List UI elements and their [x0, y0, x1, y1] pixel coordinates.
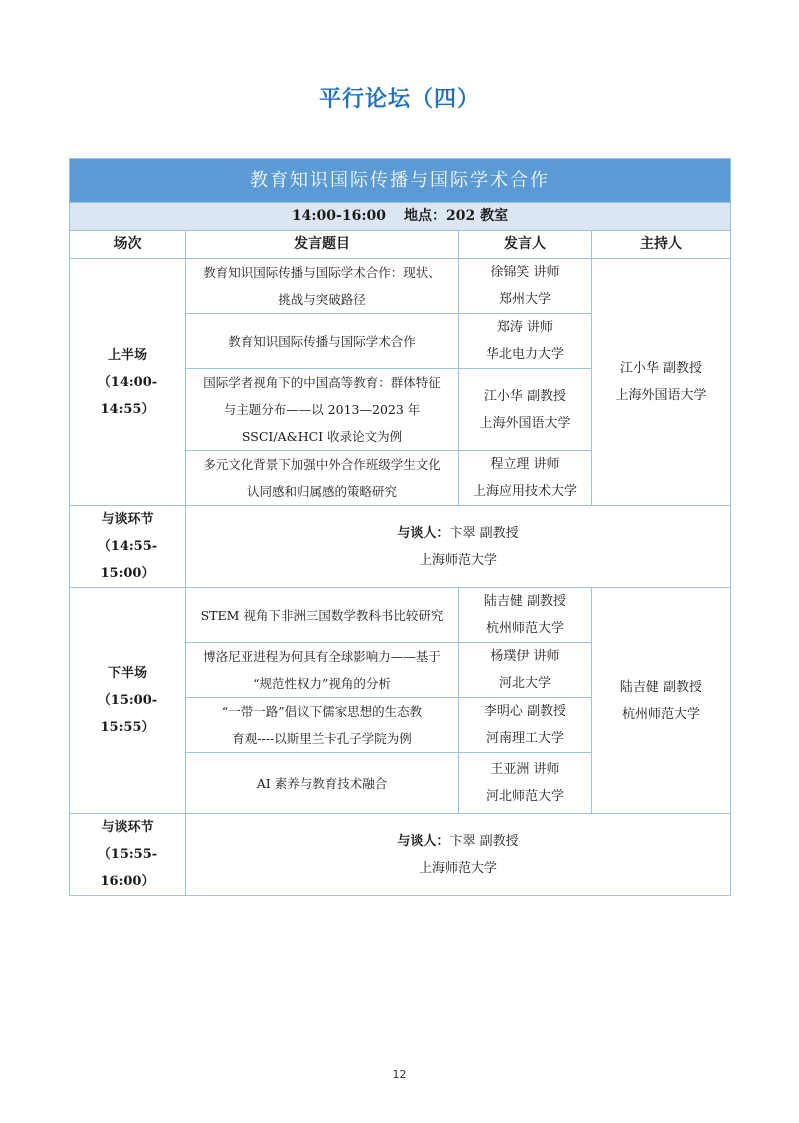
- forum-location: 地点：202 教室: [403, 208, 509, 224]
- session-time: （15:00-15:55）: [97, 693, 158, 735]
- speaker-name: 王亚洲 讲师: [490, 762, 560, 777]
- discussant-cell: [186, 506, 731, 588]
- speaker-cell: [459, 643, 592, 698]
- speaker-cell: [459, 451, 592, 506]
- speaker-cell: [459, 369, 592, 451]
- talk-topic: STEM 视角下非洲三国数学教科书比较研究: [186, 588, 459, 643]
- speaker-cell: [459, 698, 592, 753]
- session-cell: [70, 259, 186, 506]
- page-number: 12: [392, 1068, 407, 1081]
- talk-topic: 多元文化背景下加强中外合作班级学生文化 认同感和归属感的策略研究: [186, 451, 459, 506]
- discussion-session-cell: [70, 814, 186, 896]
- speaker-name: 徐锦笑 讲师: [490, 265, 560, 280]
- speaker-cell: [459, 588, 592, 643]
- discussant-name: 卞翠 副教授: [449, 525, 519, 541]
- speaker-org: 杭州师范大学: [485, 621, 564, 636]
- session-cell: [70, 588, 186, 814]
- speaker-org: 河南理工大学: [485, 731, 564, 746]
- talk-topic: “一带一路”倡议下儒家思想的生态教 育观----以斯里兰卡孔子学院为例: [186, 698, 459, 753]
- header-speaker: 发言人: [459, 231, 592, 259]
- host-name: 江小华 副教授: [619, 361, 703, 376]
- speaker-name: 郑涛 讲师: [496, 320, 554, 335]
- discussion-name: 与谈环节: [101, 512, 154, 527]
- speaker-org: 河北大学: [498, 676, 551, 691]
- talk-topic: 教育知识国际传播与国际学术合作：现状、 挑战与突破路径: [186, 259, 459, 314]
- session-time: （14:00-14:55）: [97, 374, 158, 417]
- talk-topic: 国际学者视角下的中国高等教育：群体特征 与主题分布——以 2013—2023 年 SSCI/A&HCI 收录论文为例: [186, 369, 459, 451]
- speaker-cell: [459, 259, 592, 314]
- header-topic: 发言题目: [186, 231, 459, 259]
- discussion-row: [70, 506, 731, 588]
- forum-banner: [70, 159, 731, 203]
- table-row: [70, 259, 731, 314]
- session-name: 上半场: [107, 347, 147, 363]
- host-cell: [592, 259, 731, 506]
- speaker-org: 上海外国语大学: [479, 415, 571, 431]
- discussant-org: 上海师范大学: [418, 860, 497, 876]
- table-row: [70, 588, 731, 643]
- discussion-row: [70, 814, 731, 896]
- forum-title: 教育知识国际传播与国际学术合作: [70, 159, 731, 203]
- discussant-cell: [186, 814, 731, 896]
- talk-topic: AI 素养与教育技术融合: [186, 753, 459, 814]
- host-name: 陆吉健 副教授: [619, 679, 703, 695]
- speaker-org: 上海应用技术大学: [472, 484, 577, 499]
- session-name: 下半场: [107, 666, 147, 681]
- speaker-org: 华北电力大学: [485, 347, 564, 362]
- speaker-name: 陆吉健 副教授: [483, 594, 567, 609]
- speaker-name: 李明心 副教授: [483, 704, 567, 719]
- host-cell: [592, 588, 731, 814]
- talk-topic: 博洛尼亚进程为何具有全球影响力——基于 “规范性权力”视角的分析: [186, 643, 459, 698]
- speaker-name: 江小华 副教授: [483, 388, 567, 404]
- discussion-time: （15:55-16:00）: [97, 847, 158, 889]
- header-host: 主持人: [592, 231, 731, 259]
- discussion-session-cell: [70, 506, 186, 588]
- discussant-label: 与谈人：: [397, 833, 450, 849]
- header-session: 场次: [70, 231, 186, 259]
- discussant-org: 上海师范大学: [418, 552, 497, 568]
- discussion-time: （14:55-15:00）: [97, 539, 158, 581]
- forum-time: 14:00-16:00: [291, 208, 386, 224]
- page-title: 平行论坛（四）: [318, 87, 480, 112]
- speaker-name: 杨璞伊 讲师: [490, 649, 560, 664]
- discussant-label: 与谈人：: [397, 525, 450, 541]
- discussant-name: 卞翠 副教授: [449, 833, 519, 849]
- schedule-table: [69, 158, 731, 896]
- discussion-name: 与谈环节: [101, 820, 154, 835]
- time-location-row: [70, 203, 731, 231]
- table-header-row: [70, 231, 731, 259]
- speaker-name: 程立理 讲师: [490, 457, 560, 472]
- speaker-org: 郑州大学: [498, 292, 551, 307]
- speaker-cell: [459, 753, 592, 814]
- speaker-cell: [459, 314, 592, 369]
- talk-topic: 教育知识国际传播与国际学术合作: [186, 314, 459, 369]
- host-org: 上海外国语大学: [615, 388, 707, 403]
- speaker-org: 河北师范大学: [485, 789, 564, 804]
- host-org: 杭州师范大学: [621, 706, 700, 722]
